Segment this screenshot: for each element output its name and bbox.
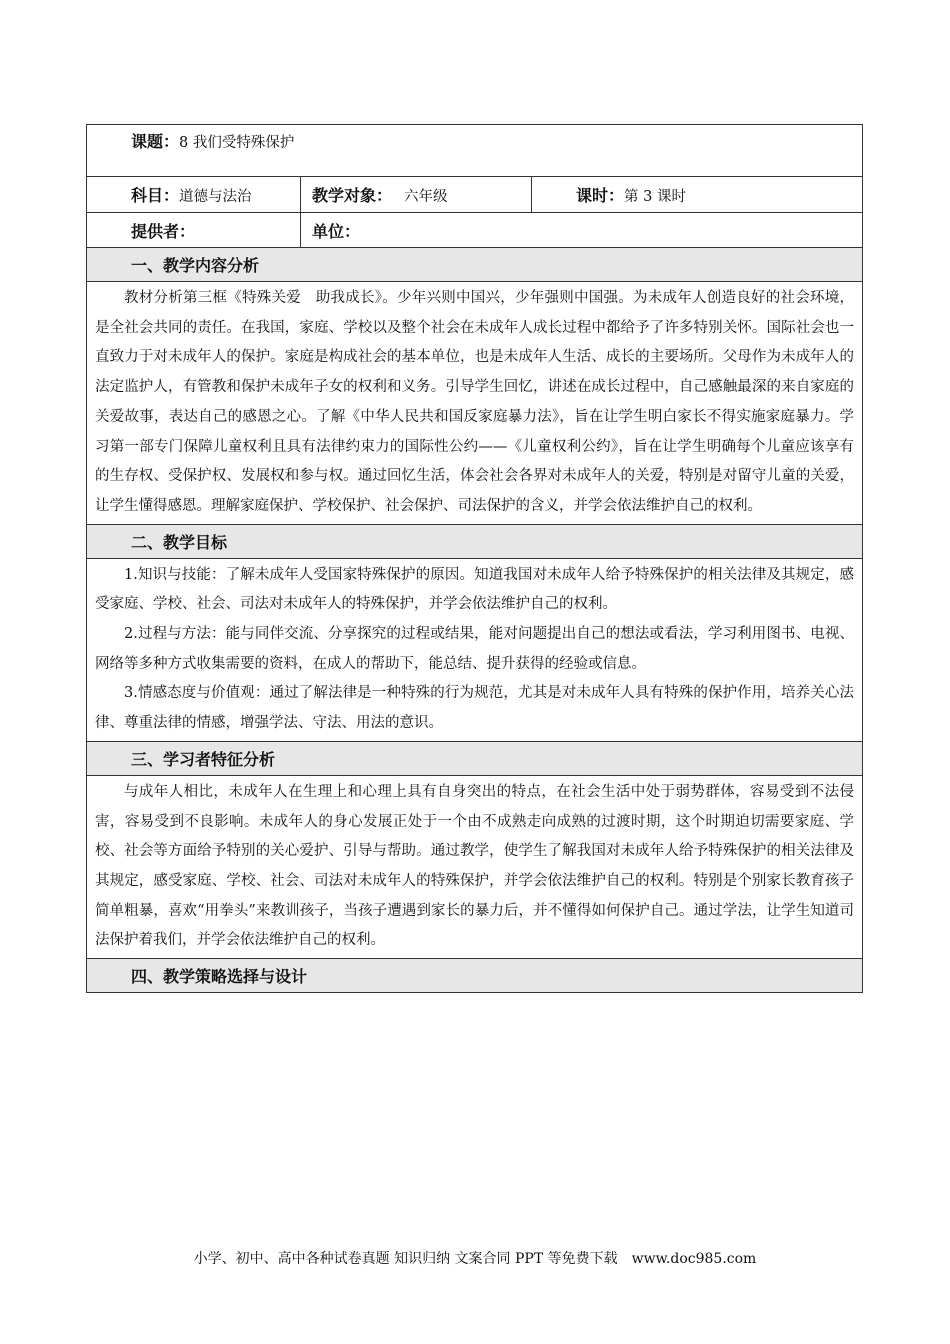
section-title: 二、教学目标 — [87, 524, 863, 558]
topic-row — [87, 125, 863, 177]
section-header-content-analysis — [87, 248, 863, 282]
period-cell — [532, 177, 863, 213]
section-title: 三、学习者特征分析 — [87, 741, 863, 775]
section-header-learner-analysis — [87, 741, 863, 775]
unit-cell — [301, 213, 863, 248]
lesson-plan-table — [86, 124, 863, 993]
section-title: 四、教学策略选择与设计 — [87, 959, 863, 993]
meta-row — [87, 177, 863, 213]
unit-label: 单位： — [312, 221, 361, 241]
section-paragraph: 与成年人相比，未成年人在生理上和心理上具有自身突出的特点，在社会生活中处于弱势群体，容易受到不法侵害，容易受到不良影响。未成年人的身心发展正处于一个由不成熟走向成熟的过渡时期，这个时期迫切需要家庭、学校、社会等方面给予特别的关心爱护、引导与帮助。通过教学，使学生了解我国对未成年人给予特殊保护的相关法律及其规定，感受家庭、学校、社会、司法对未成年人的特殊保护，并学会依法维护自己的权利。特别是个别家长教育孩子简单粗暴，喜欢“用拳头”来教训孩子，当孩子遭遇到家长的暴力后，并不懂得如何保护自己。通过学法，让学生知道司法保护着我们，并学会依法维护自己的权利。 — [95, 783, 854, 949]
audience-label: 教学对象： — [312, 186, 393, 205]
period-value: 第 3 课时 — [624, 189, 686, 205]
section-body-learner-analysis — [87, 775, 863, 958]
objective-process: 2.过程与方法：能与同伴交流、分享探究的过程或结果，能对问题提出自己的想法或看法，学习利用图书、电视、网络等多种方式收集需要的资料，在成人的帮助下，能总结、提升获得的经验或信息。 — [95, 626, 854, 672]
topic-cell — [87, 125, 863, 177]
subject-cell — [87, 177, 301, 213]
provider-cell — [87, 213, 301, 248]
subject-value: 道德与法治 — [179, 189, 252, 205]
period-label: 课时： — [576, 186, 625, 205]
subject-label: 科目： — [131, 186, 180, 205]
objective-knowledge: 1.知识与技能：了解未成年人受国家特殊保护的原因。知道我国对未成年人给予特殊保护的相关法律及其规定，感受家庭、学校、社会、司法对未成年人的特殊保护，并学会依法维护自己的权利。 — [95, 566, 854, 613]
provider-label: 提供者： — [131, 221, 196, 241]
section-paragraph: 教材分析第三框《特殊关爱 助我成长》。少年兴则中国兴，少年强则中国强。为未成年人创造良好的社会环境，是全社会共同的责任。在我国，家庭、学校以及整个社会在未成年人成长过程中都给予了许多特别关怀。国际社会也一直致力于对未成年人的保护。家庭是构成社会的基本单位，也是未成年人生活、成长的主要场所。父母作为未成年人的法定监护人，有管教和保护未成年子女的权利和义务。引导学生回忆，讲述在成长过程中，自己感触最深的来自家庭的关爱故事，表达自己的感恩之心。了解《中华人民共和国反家庭暴力法》，旨在让学生明白家长不得实施家庭暴力。学习第一部专门保障儿童权利且具有法律约束力的国际性公约——《儿童权利公约》，旨在让学生明确每个儿童应该享有的生存权、受保护权、发展权和参与权。通过回忆生活，体会社会各界对未成年人的关爱，特别是对留守儿童的关爱，让学生懂得感恩。理解家庭保护、学校保护、社会保护、司法保护的含义，并学会依法维护自己的权利。 — [95, 290, 854, 514]
provider-row — [87, 213, 863, 248]
page-footer: 小学、初中、高中各种试卷真题 知识归纳 文案合同 PPT 等免费下载 www.doc985.com — [193, 1251, 757, 1267]
section-title: 一、教学内容分析 — [87, 248, 863, 282]
section-body-content-analysis — [87, 282, 863, 525]
audience-cell — [301, 177, 532, 213]
objective-attitude: 3.情感态度与价值观：通过了解法律是一种特殊的行为规范，尤其是对未成年人具有特殊的保护作用，培养关心法律、尊重法律的情感，增强学法、守法、用法的意识。 — [95, 685, 854, 732]
section-header-strategy — [87, 959, 863, 993]
audience-value: 六年级 — [404, 189, 448, 205]
section-header-objectives — [87, 524, 863, 558]
topic-value: 8 我们受特殊保护 — [179, 135, 295, 151]
section-body-objectives — [87, 558, 863, 741]
topic-label: 课题： — [131, 132, 180, 151]
